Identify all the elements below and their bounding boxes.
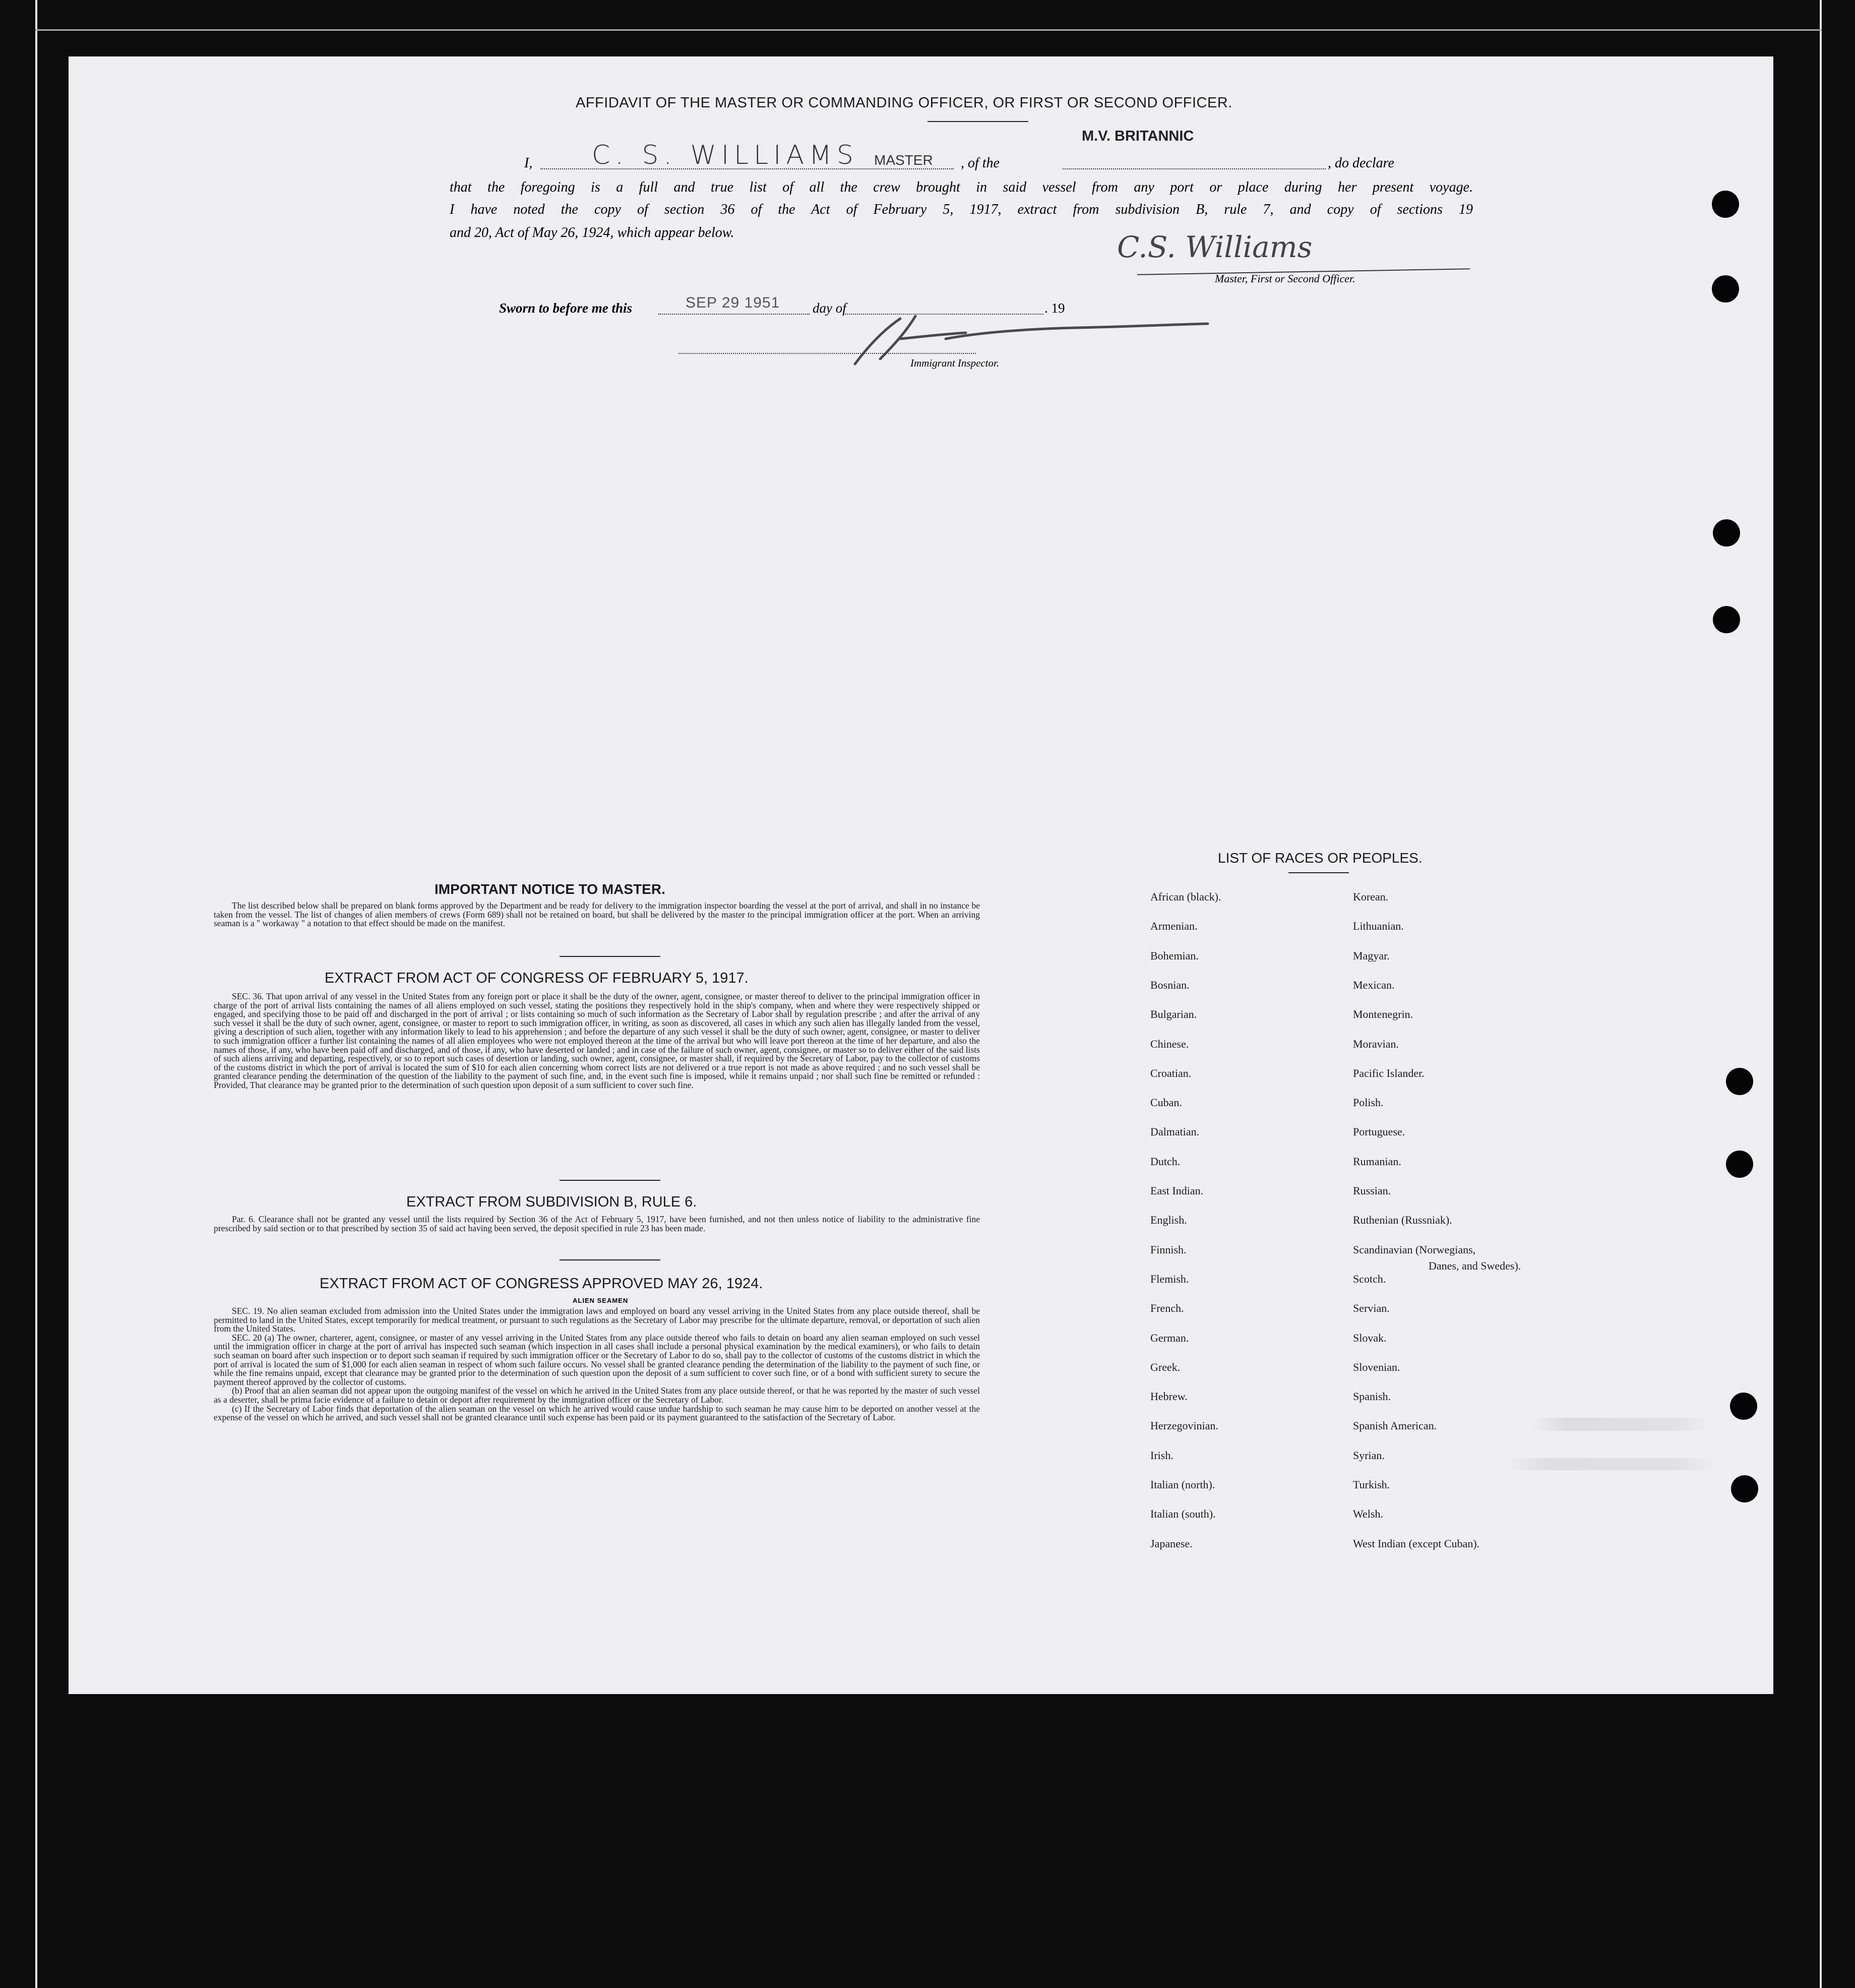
date-stamp: SEP 29 1951 xyxy=(686,294,780,311)
section-19: SEC. 19. No alien seaman excluded from admission into the United States under the immigration laws and employed on board any vessel arriving in the United States from any place outside thereof, shall be permitted to land in the United States, except temporarily for medical treatment, or pursuant to such regulations as the Secretary of Labor may prescribe for the ultimate departure, removal, or deportation of such alien from the United States. xyxy=(214,1306,980,1334)
scan-frame-left xyxy=(35,0,37,1988)
sworn-date-underline xyxy=(658,314,810,315)
section-20b: (b) Proof that an alien seaman did not appear upon the outgoing manifest of the vessel on which he arrived in the United States from any place outside thereof, or that he was reported by the master of such vessel as a deserter, shall be prima facie evidence of a failure to detain or deport after requirement by the immigration officer or the Secretary of Labor. xyxy=(214,1385,980,1405)
race-item: Polish. xyxy=(1353,1096,1384,1109)
race-item: Korean. xyxy=(1353,890,1389,903)
vessel-underline xyxy=(1063,168,1326,169)
scandinavian-continuation: Danes, and Swedes). xyxy=(1429,1259,1521,1272)
inspector-caption: Immigrant Inspector. xyxy=(910,357,1000,369)
document-page xyxy=(69,56,1773,1694)
punch-hole xyxy=(1712,275,1739,303)
race-item: English. xyxy=(1150,1214,1187,1227)
race-item: Rumanian. xyxy=(1353,1155,1401,1168)
section-20a: SEC. 20 (a) The owner, charterer, agent, consignee, or master of any vessel arriving in the United States from any place outside thereof who fails to detain on board any alien seaman employed on such vessel until the immigration officer in charge at the port of arrival has inspected such seaman (which inspection in all cases shall include a personal physical examination by the medical examiners), or who fails to detain such seaman on board after such inspection or to deport such seaman if required by such immigration officer or the Secretary of Labor to do so, shall pay to the collector of customs of the customs district in which the port of arrival is located the sum of $1,000 for each alien seaman in respect of whom such failure occurs. No vessel shall be granted clearance pending the determination of the liability to the payment of such fine, or while the fine remains unpaid, except that clearance may be granted prior to the determination of such question upon the deposit of a sum sufficient to cover such fine, or of a bond with sufficient surety to secure the payment thereof approved by the collector of customs. xyxy=(214,1332,980,1387)
section-rule xyxy=(560,1259,660,1260)
race-item: Bulgarian. xyxy=(1150,1008,1197,1021)
inspector-underline xyxy=(678,353,976,354)
do-declare: , do declare xyxy=(1328,155,1394,171)
punch-hole xyxy=(1726,1068,1753,1095)
race-item: Croatian. xyxy=(1150,1066,1192,1079)
of-the-label: , of the xyxy=(961,155,1000,171)
race-item: French. xyxy=(1150,1302,1184,1315)
name-underline xyxy=(540,168,954,169)
race-item: Chinese. xyxy=(1150,1037,1189,1050)
section-rule xyxy=(560,956,660,957)
race-item: Turkish. xyxy=(1353,1478,1390,1491)
race-item: Herzegovinian. xyxy=(1150,1419,1218,1432)
punch-hole xyxy=(1712,191,1739,218)
notice-text xyxy=(214,901,980,928)
race-item: Mexican. xyxy=(1353,978,1395,991)
race-item: Ruthenian (Russniak). xyxy=(1353,1214,1452,1227)
scan-frame-right xyxy=(1820,0,1822,1988)
master-signature: C.S. Williams xyxy=(1117,230,1313,264)
race-item: Syrian. xyxy=(1353,1449,1385,1462)
notice-title: IMPORTANT NOTICE TO MASTER. xyxy=(435,881,665,897)
race-item: Scotch. xyxy=(1353,1272,1386,1285)
race-item: Pacific Islander. xyxy=(1353,1066,1425,1079)
day-of-label: day of xyxy=(813,300,846,316)
vessel-name: M.V. BRITANNIC xyxy=(1082,128,1194,144)
race-item: Spanish American. xyxy=(1353,1419,1437,1432)
affidavit-title: AFFIDAVIT OF THE MASTER OR COMMANDING OFFICER, OR FIRST OR SECOND OFFICER. xyxy=(576,95,1232,111)
race-item: Bosnian. xyxy=(1150,978,1190,991)
section-rule xyxy=(560,1180,660,1181)
affidavit-line-2: that the foregoing is a full and true list of all the crew brought in said vessel from any port or place during her present voyage. xyxy=(450,179,1473,195)
punch-hole xyxy=(1730,1393,1757,1420)
punch-hole xyxy=(1731,1475,1758,1502)
extract-1924-title: EXTRACT FROM ACT OF CONGRESS APPROVED MAY 26, 1924. xyxy=(320,1276,763,1292)
race-item: Portuguese. xyxy=(1353,1125,1405,1138)
extract-1917-text xyxy=(214,992,980,1090)
section-36: SEC. 36. That upon arrival of any vessel in the United States from any foreign port or place it shall be the duty of the owner, agent, consignee, or master thereof to deliver to the principal immigration officer in charge of the port of arrival lists containing the names of all aliens employed on such vessel, stating the positions they respectively hold in the ship's company, when and where they were respectively shipped or engaged, and specifying those to be paid off and discharged in the port of arrival ; or lists containing so much of such information as the Secretary of Labor shall by regulation prescribe ; and after the arrival of any such vessel it shall be the duty of such owner, agent, consignee, or master to report to such immigration officer, in writing, as soon as discovered, all cases in which any such alien has illegally landed from the vessel, giving a description of such alien, together with any information likely to lead to his apprehension ; and before the departure of any such vessel it shall be the duty of such owner, agent, consignee, or master to deliver to such immigration officer a further list containing the names of all alien employees who were not employed thereon at the time of the arrival but who will leave port thereon at the time of her departure, and also the names of those, if any, who have been paid off and discharged, and of those, if any, who have deserted or landed ; and in case of the failure of such owner, agent, consignee, or master so to deliver either of the said lists of such aliens arriving and departing, respectively, or so to report such cases of desertion or landing, such owner, agent, consignee, or master shall, if required by the Secretary of Labor, pay to the collector of customs of the customs district in which the port of arrival is located the sum of $10 for each alien concerning whom correct lists are not delivered or a true report is not made as above required ; and no such vessel shall be granted clearance pending the determination of the question of the liability to the payment of such fine, and, in the event such fine is imposed, while it remains unpaid ; nor shall such fine be remitted or refunded : Provided, That clearance may be granted prior to the determination of such question upon deposit of a sum sufficient to cover such fine. xyxy=(214,991,980,1090)
race-item: Italian (south). xyxy=(1150,1508,1216,1521)
section-20c: (c) If the Secretary of Labor finds that deportation of the alien seaman on the vessel on which he arrived would cause undue hardship to such seaman he may cause him to be deported on another vessel at the expense of the vessel on which he arrived, and such vessel shall not be granted clearance until such expense has been paid or its payment guaranteed to the satisfaction of the Secretary of Labor. xyxy=(214,1403,980,1423)
races-title: LIST OF RACES OR PEOPLES. xyxy=(1218,850,1423,866)
rule-6-text xyxy=(214,1215,980,1233)
race-item: Japanese. xyxy=(1150,1537,1193,1550)
sworn-label: Sworn to before me this xyxy=(499,300,633,316)
alien-seamen-subtitle: ALIEN SEAMEN xyxy=(573,1297,629,1304)
master-rank: MASTER xyxy=(874,152,933,168)
races-rule xyxy=(1288,872,1349,873)
race-item: Slovenian. xyxy=(1353,1360,1400,1373)
race-item: Flemish. xyxy=(1150,1272,1189,1285)
race-item: Scandinavian (Norwegians, xyxy=(1353,1243,1476,1256)
race-item: Russian. xyxy=(1353,1184,1391,1197)
affidavit-line-3: I have noted the copy of section 36 of the Act of February 5, 1917, extract from subdivision B, rule 7, and copy of sections 19 xyxy=(450,202,1473,217)
race-item: Hebrew. xyxy=(1150,1390,1188,1403)
race-item: Moravian. xyxy=(1353,1037,1399,1050)
affidavit-line-4: and 20, Act of May 26, 1924, which appear below. xyxy=(450,225,734,240)
i-label: I, xyxy=(524,155,533,171)
race-item: Montenegrin. xyxy=(1353,1008,1413,1021)
inspector-signature xyxy=(825,309,1218,369)
signature-caption: Master, First or Second Officer. xyxy=(1215,272,1355,285)
scan-frame-top xyxy=(35,29,1822,31)
race-item: Cuban. xyxy=(1150,1096,1182,1109)
race-item: Magyar. xyxy=(1353,949,1390,962)
rule-6-title: EXTRACT FROM SUBDIVISION B, RULE 6. xyxy=(406,1194,697,1210)
race-item: East Indian. xyxy=(1150,1184,1204,1197)
race-item: Bohemian. xyxy=(1150,949,1199,962)
year-prefix: . 19 xyxy=(1044,300,1065,316)
ghost-mark xyxy=(1505,1458,1717,1470)
race-item: Spanish. xyxy=(1353,1390,1391,1403)
title-rule xyxy=(928,121,1028,122)
race-item: Armenian. xyxy=(1150,920,1198,933)
race-item: Lithuanian. xyxy=(1353,920,1404,933)
race-item: Irish. xyxy=(1150,1449,1173,1462)
race-item: Italian (north). xyxy=(1150,1478,1215,1491)
punch-hole xyxy=(1713,606,1740,633)
race-item: Dutch. xyxy=(1150,1155,1181,1168)
race-item: Welsh. xyxy=(1353,1508,1383,1521)
race-item: Dalmatian. xyxy=(1150,1125,1200,1138)
paragraph-6: Par. 6. Clearance shall not be granted any vessel until the lists required by Section 36 of the Act of February 5, 1917, have been furnished, and not then unless notice of liability to the administrative fine prescribed by said section or to that prescribed by section 35 of said act having been served, the deposit specified in rule 23 has been made. xyxy=(214,1214,980,1233)
race-item: Finnish. xyxy=(1150,1243,1187,1256)
punch-hole xyxy=(1713,519,1740,547)
race-item: Servian. xyxy=(1353,1302,1390,1315)
extract-1924-text xyxy=(214,1307,980,1422)
extract-1917-title: EXTRACT FROM ACT OF CONGRESS OF FEBRUARY 5, 1917. xyxy=(325,970,749,986)
race-item: Slovak. xyxy=(1353,1331,1387,1344)
race-item: African (black). xyxy=(1150,890,1221,903)
notice-paragraph: The list described below shall be prepared on blank forms approved by the Department and be ready for delivery to the immigration inspector boarding the vessel at the port of arrival, and shall in no instance be taken from the vessel. The list of changes of alien members of crews (Form 689) shall not be retained on board, but shall be delivered by the master to the principal immigration officer at the port. When an arriving seaman is a " workaway " a notation to that effect should be made on the manifest. xyxy=(214,900,980,929)
punch-hole xyxy=(1726,1151,1753,1178)
race-item: Greek. xyxy=(1150,1360,1181,1373)
race-item: German. xyxy=(1150,1331,1189,1344)
race-item: West Indian (except Cuban). xyxy=(1353,1537,1480,1550)
ghost-mark xyxy=(1530,1418,1712,1431)
master-name: C. S. WILLIAMS xyxy=(592,140,858,170)
